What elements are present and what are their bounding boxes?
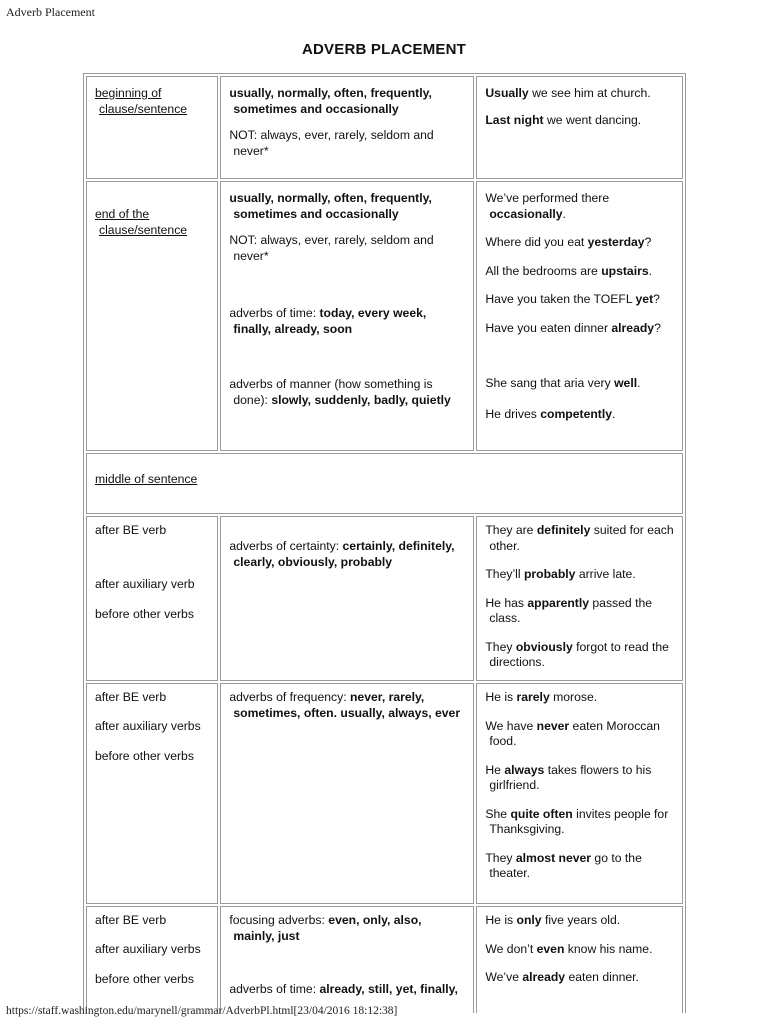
example-sentence: Have you taken the TOEFL yet? <box>485 292 660 306</box>
example-sentence: They almost never go to the theater. <box>485 850 642 880</box>
adverb-focusing: focusing adverbs: even, only, also, mainly, just <box>229 913 422 943</box>
example-sentence: He always takes flowers to his girlfriend. <box>485 762 652 792</box>
example-sentence: She quite often invites people for Thanksgiving. <box>485 806 669 836</box>
table-row <box>86 76 683 179</box>
adverb-list: usually, normally, often, frequently, sometimes and occasionally <box>229 86 432 116</box>
example-sentence: They obviously forgot to read the directions. <box>485 639 669 669</box>
adverbs-cell <box>220 76 474 179</box>
example-sentence: We don’t even know his name. <box>485 941 653 956</box>
position-label: before other verbs <box>95 972 194 986</box>
page-url: https://staff.washington.edu/marynell/grammar/AdverbPl.html[23/04/2016 18:12:38] <box>6 1005 398 1017</box>
example-sentence: We have never eaten Moroccan food. <box>485 718 660 748</box>
example-sentence: He has apparently passed the class. <box>485 595 653 625</box>
adverbs-cell <box>220 906 474 1013</box>
position-cell <box>86 683 218 904</box>
position-label: end of the clause/sentence <box>95 207 188 237</box>
adverbs-cell <box>220 516 474 681</box>
examples-cell <box>476 683 683 904</box>
adverb-certainty: adverbs of certainty: certainly, definitely, clearly, obviously, probably <box>229 539 455 569</box>
position-cell <box>86 516 218 681</box>
examples-cell <box>476 76 683 179</box>
adverbs-cell <box>220 181 474 451</box>
adverb-list: usually, normally, often, frequently, sometimes and occasionally <box>229 191 432 221</box>
section-cell <box>86 453 683 514</box>
position-label: after auxiliary verb <box>95 576 195 591</box>
adverb-note: NOT: always, ever, rarely, seldom and never* <box>229 233 434 263</box>
example-sentence: All the bedrooms are upstairs. <box>485 263 653 278</box>
document-title: Adverb Placement <box>6 5 95 19</box>
example-sentence: He drives competently. <box>485 406 616 421</box>
page-title: ADVERB PLACEMENT <box>301 41 467 58</box>
example-sentence: She sang that aria very well. <box>485 376 641 390</box>
position-cell <box>86 181 218 451</box>
adverbs-cell <box>220 683 474 904</box>
adverb-table <box>83 73 686 1013</box>
table-row <box>86 181 683 451</box>
example-sentence: Usually we see him at church. <box>485 86 651 100</box>
position-label: after auxiliary verbs <box>95 941 201 956</box>
position-label: after BE verb <box>95 690 167 704</box>
section-row <box>86 453 683 514</box>
adverb-time: adverbs of time: today, every week, finally, already, soon <box>229 306 427 336</box>
table-row <box>86 516 683 681</box>
examples-cell <box>476 906 683 1013</box>
example-sentence: They’ll probably arrive late. <box>485 567 636 581</box>
adverb-note: NOT: always, ever, rarely, seldom and never* <box>229 128 434 158</box>
position-label: before other verbs <box>95 607 194 621</box>
position-cell <box>86 906 218 1013</box>
example-sentence: We’ve performed there occasionally. <box>485 191 610 221</box>
example-sentence: They are definitely suited for each other. <box>485 523 674 553</box>
table-row <box>86 906 683 1013</box>
position-cell <box>86 76 218 179</box>
example-sentence: He is only five years old. <box>485 913 621 927</box>
example-sentence: Last night we went dancing. <box>485 112 642 127</box>
position-label: after auxiliary verbs <box>95 718 201 733</box>
example-sentence: Where did you eat yesterday? <box>485 235 652 249</box>
example-sentence: We’ve already eaten dinner. <box>485 970 639 984</box>
position-label: after BE verb <box>95 913 167 927</box>
table-row <box>86 683 683 904</box>
position-label: before other verbs <box>95 749 194 763</box>
position-label: after BE verb <box>95 523 167 537</box>
section-label: middle of sentence <box>95 472 198 486</box>
example-sentence: Have you eaten dinner already? <box>485 320 661 335</box>
adverb-frequency: adverbs of frequency: never, rarely, sometimes, often. usually, always, ever <box>229 690 461 720</box>
adverb-manner: adverbs of manner (how something is done): slowly, suddenly, badly, quietly <box>229 377 451 407</box>
adverb-time: adverbs of time: already, still, yet, finally, <box>229 982 458 996</box>
examples-cell <box>476 181 683 451</box>
example-sentence: He is rarely morose. <box>485 690 598 704</box>
examples-cell <box>476 516 683 681</box>
position-label: beginning of clause/sentence <box>95 86 188 116</box>
